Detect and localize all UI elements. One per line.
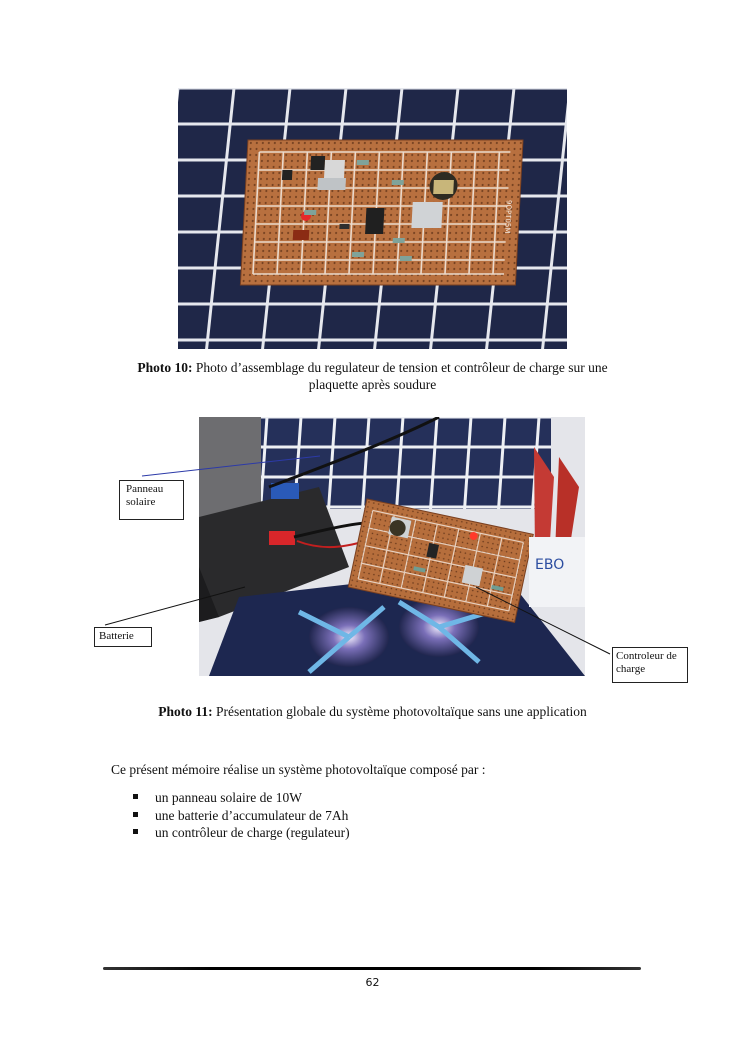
callout-panel-line1: Panneau xyxy=(126,483,164,495)
bullet-icon xyxy=(133,829,138,834)
list-item xyxy=(133,824,633,842)
photo-11-caption xyxy=(100,703,645,720)
photo-10-image xyxy=(178,88,567,349)
photo-10-caption-line2: plaquette après soudure xyxy=(308,377,437,392)
svg-text:EBO: EBO xyxy=(535,557,565,573)
callout-controller-line2: charge xyxy=(616,663,646,675)
callout-controleur-de-charge xyxy=(612,647,688,683)
list-item xyxy=(133,807,633,825)
list-item-text: un panneau solaire de 10W xyxy=(155,790,302,805)
callout-controller-line1: Controleur de xyxy=(616,650,677,662)
page-number: 62 xyxy=(365,976,380,989)
photo-10 xyxy=(178,88,567,349)
board-marking: 9OPT05M xyxy=(503,200,513,234)
footer-rule xyxy=(103,967,641,970)
photo-11 xyxy=(199,417,585,676)
callout-batterie xyxy=(94,627,152,647)
component-list xyxy=(133,789,633,842)
bullet-icon xyxy=(133,812,138,817)
list-item-text: une batterie d’accumulateur de 7Ah xyxy=(155,807,349,823)
list-item xyxy=(133,789,633,807)
callout-panel-line2: solaire xyxy=(126,496,156,508)
photo-11-label: Photo 11: xyxy=(158,704,213,719)
photo-10-caption xyxy=(90,359,655,393)
photo-10-caption-line1: Photo d’assemblage du regulateur de tension et contrôleur de charge sur une xyxy=(192,360,608,375)
intro-paragraph: Ce présent mémoire réalise un système photovoltaïque composé par : xyxy=(111,762,486,777)
callout-battery-label: Batterie xyxy=(99,630,134,642)
list-item-text: un contrôleur de charge (regulateur) xyxy=(155,825,350,840)
photo-11-caption-text: Présentation globale du système photovoltaïque sans une application xyxy=(212,704,587,719)
callout-panneau-solaire xyxy=(119,480,184,520)
bullet-icon xyxy=(133,794,138,799)
photo-11-image xyxy=(199,417,585,676)
photo-10-label: Photo 10: xyxy=(137,360,193,375)
